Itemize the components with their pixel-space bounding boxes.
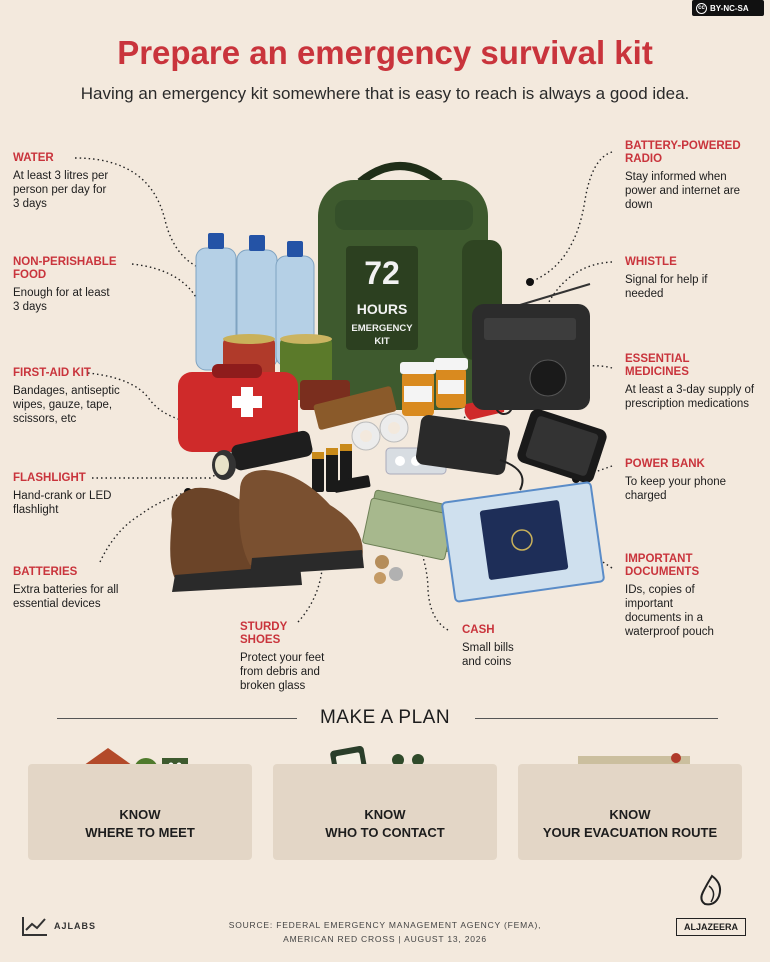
ajlabs-chart-icon <box>20 914 50 938</box>
whistle-description: Signal for help if needed <box>625 274 708 300</box>
creative-commons-icon: cc <box>696 3 707 14</box>
label-flashlight <box>13 472 163 517</box>
plan-card-contact-line2: WHO TO CONTACT <box>325 825 445 840</box>
documents-heading: IMPORTANT DOCUMENTS <box>625 553 700 578</box>
food-heading: NON-PERISHABLE FOOD <box>13 256 117 281</box>
label-firstaid <box>13 367 163 426</box>
power-bank-icon <box>415 414 523 490</box>
firstaid-heading: FIRST-AID KIT <box>13 367 91 379</box>
cash-description: Small bills and coins <box>462 642 514 668</box>
plan-card-route-line2: YOUR EVACUATION ROUTE <box>542 825 718 840</box>
shoes-description: Protect your feet from debris and broken glass <box>240 652 325 692</box>
food-description: Enough for at least 3 days <box>13 287 110 313</box>
plan-card-route <box>518 764 742 860</box>
medicines-heading: ESSENTIAL MEDICINES <box>625 353 690 378</box>
source-line-1: SOURCE: FEDERAL EMERGENCY MANAGEMENT AGENCY (FEMA), <box>228 920 542 930</box>
backpack-number: 72 <box>364 255 400 291</box>
label-documents <box>625 553 770 639</box>
documents-pouch-icon <box>442 482 604 602</box>
shoes-heading: STURDY SHOES <box>240 621 288 646</box>
plan-title: MAKE A PLAN <box>319 707 451 728</box>
powerbank-heading: POWER BANK <box>625 458 705 470</box>
radio-description: Stay informed when power and internet are down <box>625 171 741 211</box>
label-shoes <box>240 621 390 693</box>
aljazeera-logo: ALJAZEERA <box>676 918 746 936</box>
powerbank-description: To keep your phone charged <box>625 476 727 502</box>
label-water <box>13 152 163 211</box>
documents-description: IDs, copies of important documents in a waterproof pouch <box>625 584 714 638</box>
phone-icon <box>515 407 608 485</box>
whistle-heading: WHISTLE <box>625 256 677 268</box>
ajlabs-text: AJLABS <box>54 921 97 931</box>
backpack-line2: KIT <box>374 336 390 347</box>
aljazeera-emblem-icon <box>695 874 729 916</box>
batteries-heading: BATTERIES <box>13 566 78 578</box>
ajlabs-logo <box>20 914 96 938</box>
cash-heading: CASH <box>462 624 495 636</box>
label-medicines <box>625 353 770 411</box>
plan-card-meet-line1: KNOW <box>119 807 161 822</box>
label-whistle <box>625 256 770 301</box>
license-text: BY-NC-SA <box>710 3 749 13</box>
water-heading: WATER <box>13 152 54 164</box>
page-title: Prepare an emergency survival kit <box>117 34 653 71</box>
water-description: At least 3 litres per person per day for 3 days <box>13 170 109 210</box>
radio-heading: BATTERY-POWERED RADIO <box>625 140 741 165</box>
flashlight-description: Hand-crank or LED flashlight <box>13 490 112 516</box>
label-powerbank <box>625 458 770 503</box>
plan-card-contact-line1: KNOW <box>364 807 406 822</box>
medicines-description: At least a 3-day supply of prescription medications <box>625 384 755 410</box>
backpack-line1: EMERGENCY <box>351 323 413 334</box>
batteries-description: Extra batteries for all essential devices <box>13 584 119 610</box>
label-radio <box>625 140 770 212</box>
firstaid-description: Bandages, antiseptic wipes, gauze, tape, scissors, etc <box>13 385 120 425</box>
plan-card-route-line1: KNOW <box>609 807 651 822</box>
label-cash <box>462 624 612 669</box>
source-line-2: AMERICAN RED CROSS | AUGUST 13, 2026 <box>283 934 487 944</box>
page-subtitle: Having an emergency kit somewhere that is easy to reach is always a good idea. <box>80 84 690 103</box>
batteries-icon <box>312 444 371 493</box>
label-food <box>13 256 163 314</box>
backpack-unit: HOURS <box>356 301 408 317</box>
plan-card-meet <box>28 764 252 860</box>
source-footer <box>180 918 590 946</box>
flashlight-heading: FLASHLIGHT <box>13 472 86 484</box>
plan-card-contact <box>273 764 497 860</box>
plan-card-meet-line2: WHERE TO MEET <box>85 825 195 840</box>
label-batteries <box>13 566 163 611</box>
